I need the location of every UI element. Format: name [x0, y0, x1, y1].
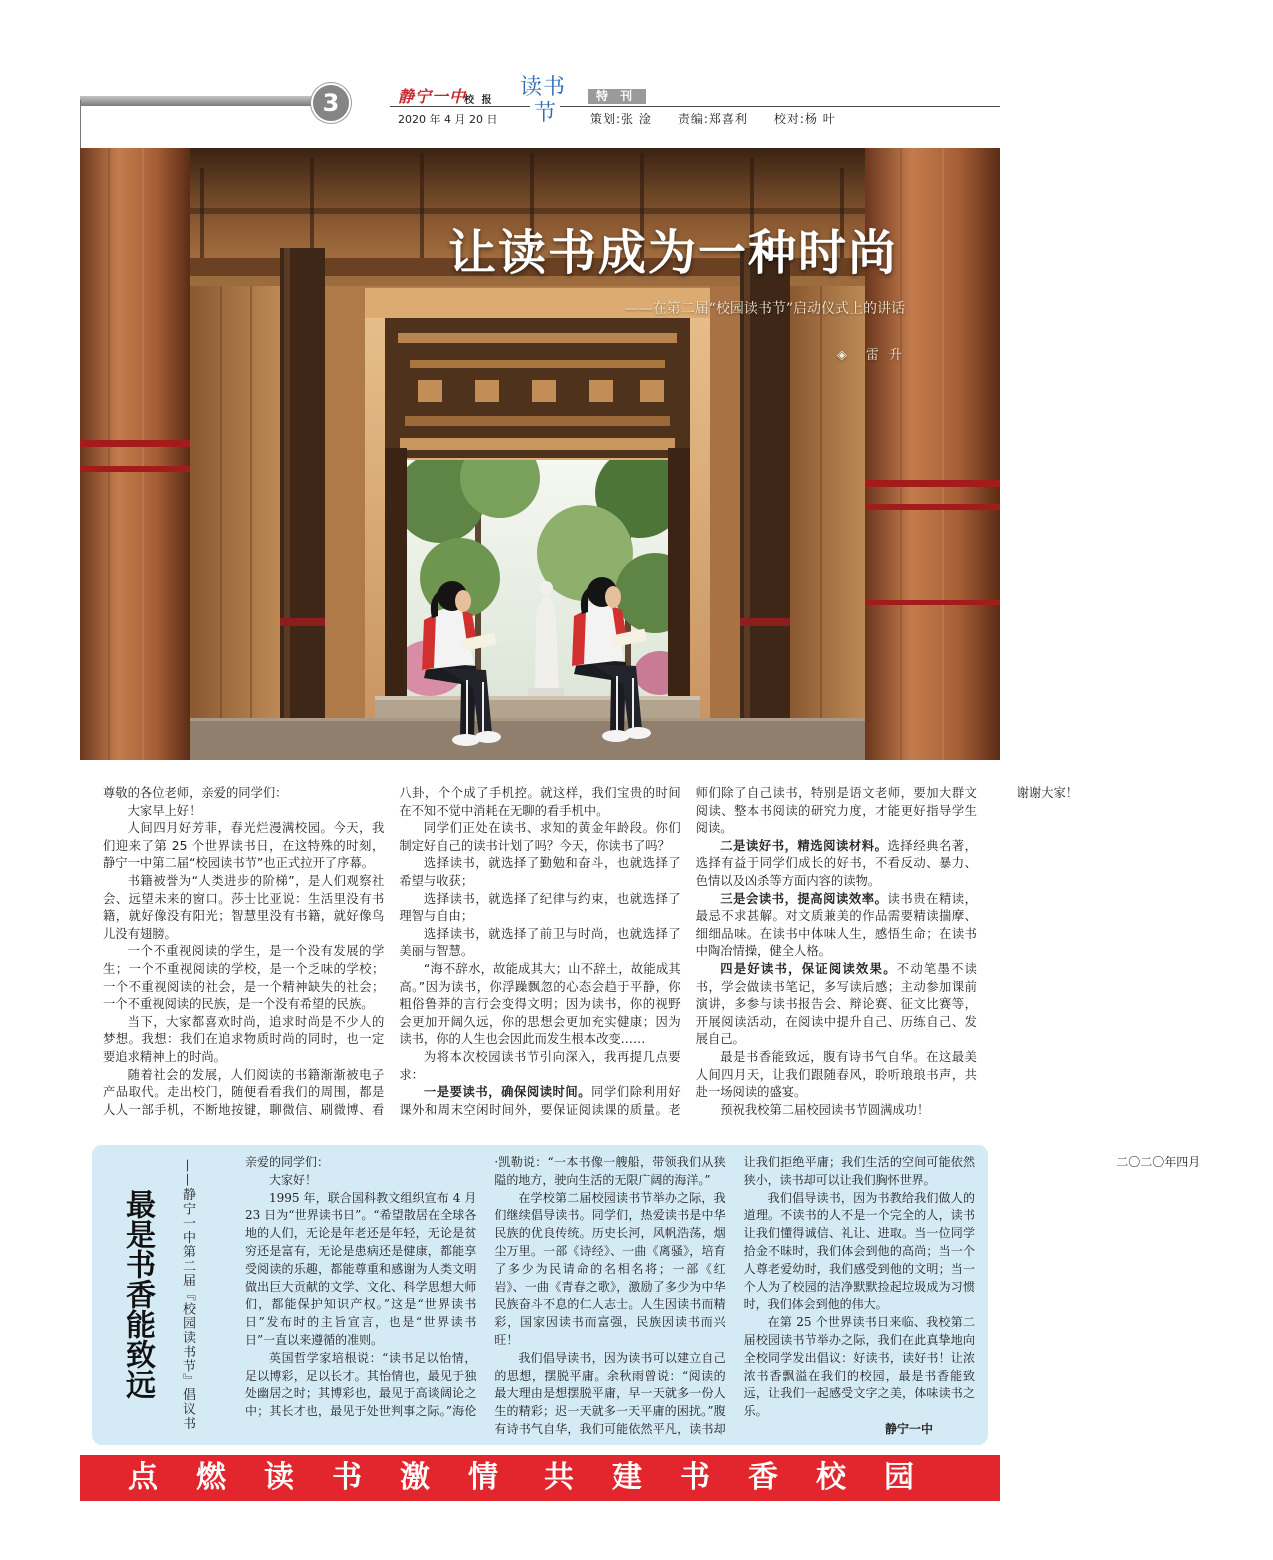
signature-date: 二〇二〇年四月: [1116, 1155, 1201, 1169]
masthead-bar: [80, 96, 314, 106]
paragraph: [245, 1190, 476, 1350]
paragraph-text: 书籍被誉为“人类进步的阶梯”，是人们观察社会、远望未来的窗口。莎士比亚说：生活里没有书籍，就好像没有阳光；智慧里没有书籍，就好像鸟儿没有翅膀。: [103, 873, 385, 941]
slogan-left: 点燃读书激情: [128, 1460, 536, 1495]
paragraph: [399, 926, 680, 961]
paragraph-text: 选择读书，就选择了勤勉和奋斗，也就选择了希望与收获；: [399, 856, 681, 888]
paragraph-text: 在学校第二届校园读书节举办之际，我们继续倡导读书。同学们，热爱读书是中华民族的优良传统。历史长河，风帆浩荡，烟尘万里。一部《诗经》、一曲《离骚》，培育了多少为民请命的名相名将；一部《红岩》、一曲《青春之歌》，激励了多少为中华民族奋斗不息的仁人志士。人生因读书而精彩，国家因读书而富强，民族因读书而兴旺！: [494, 1190, 726, 1347]
paragraph-text: “海不辞水，故能成其大；山不辞土，故能成其高。”因为读书，你浮躁飘忽的心态会趋于平静，你粗俗鲁莽的言行会变得文明；因为读书，你的视野会更加开阔久远，你的思想会更加充实健康；因为读书，你的人生也会因此而发生根本改变……: [399, 961, 681, 1047]
paragraph-text: 同学们除利用好课外和周末空闲时间外，要保证阅读课的质量。老师们除了自己读书，特别是语文老师，要加大群文阅读、整本书阅读的研究力度，才能更好指导学生阅读。: [399, 786, 977, 1117]
paragraph-text: 最是书香能致远，腹有诗书气自华。在这最美人间四月天，让我们跟随春风，聆听琅琅书声，共赴一场阅读的盛宴。: [695, 1049, 977, 1100]
paragraph: [103, 943, 384, 1013]
paragraph-text: 英国哲学家培根说：“读书足以怡情，足以博彩，足以长才。其怡情也，最见于独处幽居之时；其博彩也，最见于高谈阔论之中；其长才也，最见于处世判事之际。”海伦·凯勒说：“一本书像一艘船，带领我们从狭隘的地方，驶向生活的无限广阔的海洋。”: [245, 1155, 726, 1419]
author-byline: ◈ 雷 升: [836, 348, 905, 363]
paragraph-text: 随着社会的发展，人们阅读的书籍渐渐被电子产品取代。走出校门，随便看看我们的周围，都是人人一部手机，不断地按键，聊微信、刷微博、看八卦，个个成了手机控。就这样，我们宝贵的时间在不知不觉中消耗在无聊的看手机中。: [103, 786, 681, 1117]
paragraph-text: 选择读书，就选择了前卫与时尚，也就选择了美丽与智慧。: [399, 926, 681, 959]
paragraph-text: 大家好！: [269, 1172, 318, 1187]
paragraph: [744, 1190, 975, 1315]
initiative-subtitle: ——静宁一中第二届『校园读书节』倡议书: [180, 1159, 195, 1431]
article-title: 让读书成为一种时尚: [448, 225, 899, 281]
paragraph-text: 1995 年，联合国科教文组织宣布 4 月 23 日为“世界读书日”。“希望散居在全球各地的人们，无论是年老还是年轻，无论是贫穷还是富有，无论是患病还是健康，都能享受阅读的乐趣，都能尊重和感谢为人类文明做出巨大贡献的文学、文化、科学思想大师们，都能保护知识产权。”这是“世界读书日”发布时的主旨宣言，也是“世界读书日”一直以来遵循的准则。: [245, 1190, 477, 1347]
paragraph-text: 同学们正处在读书、求知的黄金年龄段。你们制定好自己的读书计划了吗？今天，你读书了吗？: [399, 821, 681, 853]
initiative-box: [92, 1145, 1201, 1445]
paragraph: [696, 961, 977, 1049]
paper-name: 静宁一中: [398, 87, 467, 106]
paragraph-text: 人间四月好芳菲，春光烂漫满校园。今天，我们迎来了第 25 个世界读书日，在这特殊的时刻，静宁一中第二届“校园读书节”也正式拉开了序幕。: [103, 821, 385, 871]
paragraph-text: 在第 25 个世界读书日来临、我校第二届校园读书节举办之际，我们在此真挚地向全校同学发出倡议：好读书，读好书！让浓浓书香飘溢在我们的校园，最是书香能致远，让我们一起感受文字之美，体味读书之乐。: [743, 1315, 975, 1419]
paragraph: [399, 820, 680, 855]
paragraph: [103, 1014, 384, 1067]
paragraph-lead: 四是好读书，保证阅读效果。: [720, 961, 897, 976]
slogan-right: 共建书香校园: [544, 1460, 952, 1495]
page-number: 3: [311, 83, 351, 123]
paragraph: [696, 838, 977, 891]
paragraph: [245, 1172, 476, 1190]
paragraph: [494, 1190, 725, 1350]
slogan-banner: [80, 1455, 1000, 1501]
section-name-line1: 读书: [520, 75, 567, 100]
paragraph: [399, 891, 680, 926]
article-body: [103, 785, 1079, 1130]
issue-date: 2020 年 4 月 20 日: [398, 113, 498, 126]
left-column: [80, 148, 190, 760]
signature-org: 静宁一中: [884, 1421, 933, 1436]
edition-tag: 特 刊: [588, 89, 646, 104]
salutation: 尊敬的各位老师，亲爱的同学们：: [103, 786, 288, 800]
paragraph-text: 大家早上好！: [127, 803, 202, 818]
header-rule: [390, 106, 1000, 107]
paragraph: [399, 855, 680, 890]
paragraph: [399, 961, 680, 1049]
paragraph: [696, 1102, 977, 1120]
paragraph-lead: 三是会读书，提高阅读效率。: [720, 891, 888, 906]
paragraph-text: 选择读书，就选择了纪律与约束，也就选择了理智与自由；: [399, 891, 681, 924]
paragraph-text: 一个不重视阅读的学生，是一个没有发展的学生；一个不重视阅读的学校，是一个乏味的学校；一个不重视阅读的社会，是一个精神缺失的社会；一个不重视阅读的民族，是一个没有希望的民族。: [103, 944, 385, 1012]
frame-line: [80, 100, 81, 148]
paragraph: [696, 1049, 977, 1102]
paragraph: [103, 820, 384, 873]
paragraph: [992, 785, 1273, 803]
paragraph: [103, 873, 384, 943]
paragraph-text: 当下，大家都喜欢时尚，追求时尚是不少人的梦想。我想：我们在追求物质时尚的同时，也一定要追求精神上的时尚。: [103, 1014, 385, 1064]
section-name-line2: 节: [530, 101, 560, 127]
paragraph-lead: 一是要读书，确保阅读时间。: [423, 1085, 592, 1100]
paragraph-text: 预祝我校第二届校园读书节圆满成功！: [720, 1102, 930, 1117]
paragraph-text: 我们倡导读书，因为读书可以建立自己的思想，摆脱平庸。余秋雨曾说：“阅读的最大理由是想摆脱平庸，早一天就多一份人生的精彩；迟一天就多一天平庸的困扰。”腹有诗书气自华，我们可能依然平凡，读书却让我们拒绝平庸；我们生活的空间可能依然狭小，读书却可以让我们胸怀世界。: [494, 1155, 975, 1436]
paragraph: [696, 891, 977, 961]
paragraph-text: 我们倡导读书，因为书教给我们做人的道理。不读书的人不是一个完全的人，读书让我们懂得诚信、礼让、进取。当一位同学拾金不昧时，我们体会到他的高尚；当一个人尊老爱幼时，我们感受到他的文明；当一个人为了校园的洁净默默捡起垃圾成为习惯时，我们体会到他的伟大。: [743, 1190, 975, 1312]
article-subtitle: ——在第二届“校园读书节”启动仪式上的讲话: [624, 301, 905, 317]
salutation: 亲爱的同学们：: [245, 1155, 330, 1169]
paragraph-text: 读书贵在精读，最忌不求甚解。对文质兼美的作品需要精读揣摩、细细品味。在读书中体味人生，感悟生命；在读书中陶冶情操，健全人格。: [695, 891, 977, 959]
paragraph-text: 为将本次校园读书节引向深入，我再提几点要求：: [399, 1049, 681, 1082]
paragraph-lead: 二是读好书，精选阅读材料。: [720, 838, 888, 853]
paragraph-text: 选择经典名著，选择有益于同学们成长的好书，不看反动、暴力、色情以及凶杀等方面内容的读物。: [695, 838, 977, 888]
paragraph: [744, 1314, 975, 1421]
paragraph: [399, 1049, 680, 1084]
initiative-title: 最是书香能致远: [120, 1189, 155, 1399]
paragraph-text: 谢谢大家！: [1016, 786, 1079, 800]
paragraph-text: 不动笔墨不读书，学会做读书笔记，多写读后感；主动参加课前演讲，多参与读书报告会、辩论赛、征文比赛等，开展阅读活动，在阅读中提升自己、历练自己、发展自己。: [695, 961, 977, 1047]
editorial-credits: 策划:张 淦 责编:郑喜利 校对:杨 叶: [590, 112, 836, 126]
paragraph: [103, 803, 384, 821]
initiative-body: [245, 1154, 1201, 1440]
paper-suffix: 校 报: [464, 95, 494, 106]
cover-photo: [80, 148, 1000, 760]
